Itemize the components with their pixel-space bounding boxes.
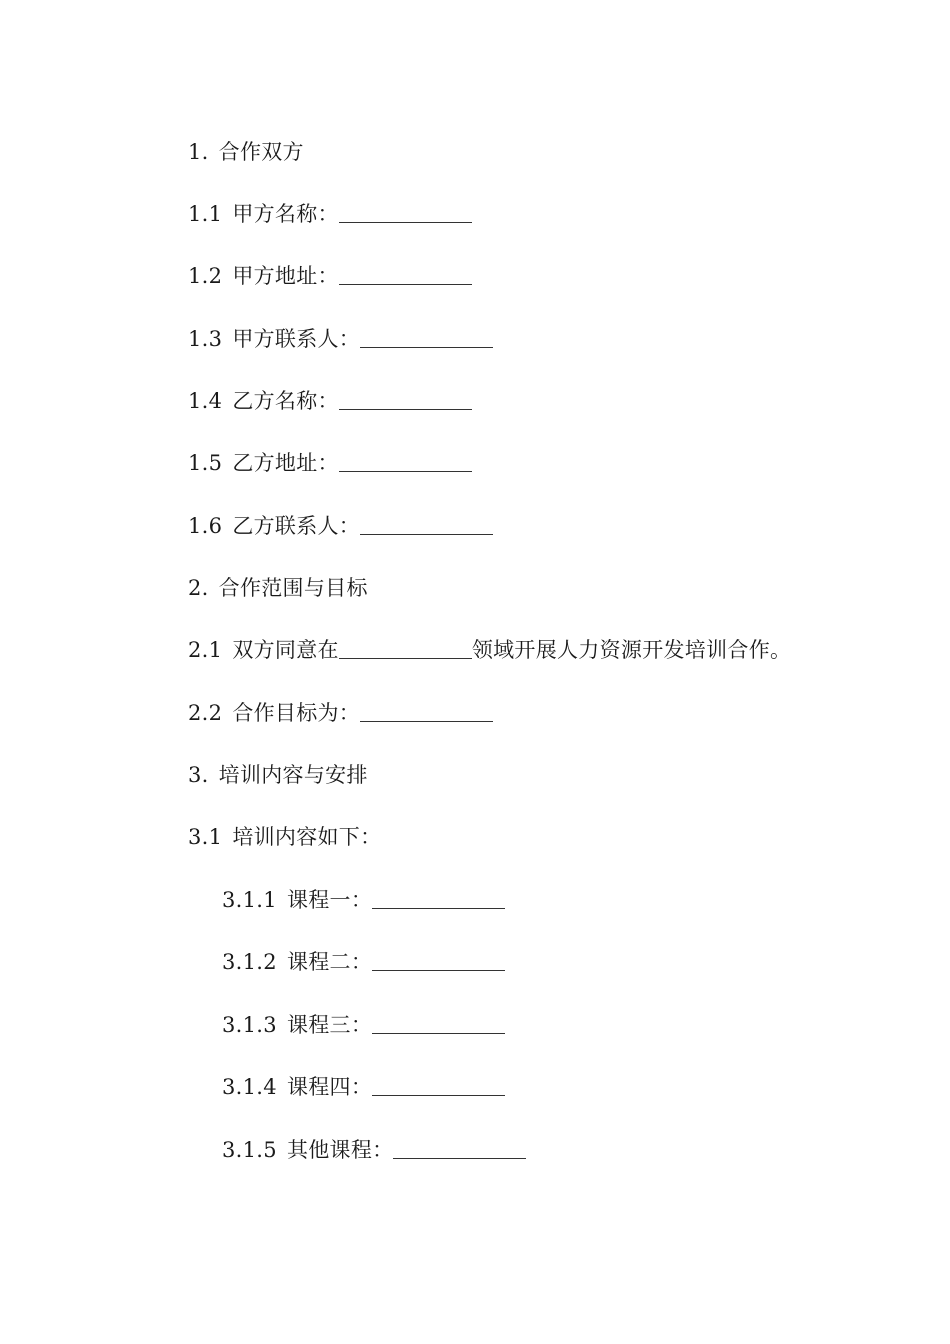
field-label: 课程一： <box>286 888 373 912</box>
party-a-address-blank[interactable] <box>339 264 472 285</box>
section-number: 2.2 <box>188 701 223 725</box>
field-label: 合作目标为： <box>232 701 361 725</box>
section-number: 3.1.4 <box>222 1075 277 1099</box>
course-2-blank[interactable] <box>372 950 505 971</box>
party-b-address-row <box>188 448 472 478</box>
course-1-blank[interactable] <box>372 888 505 909</box>
section-title: 合作双方 <box>218 140 304 164</box>
section-number: 3.1.3 <box>222 1013 277 1037</box>
paragraph-text: 培训内容如下： <box>232 825 382 849</box>
party-a-contact-blank[interactable] <box>360 327 493 348</box>
section-number: 1. <box>188 140 209 164</box>
other-courses-row <box>222 1135 526 1165</box>
cooperation-goal-row <box>188 698 493 728</box>
section-2-heading <box>188 573 368 603</box>
field-label: 乙方联系人： <box>232 514 361 538</box>
section-number: 1.5 <box>188 451 223 475</box>
section-number: 3.1 <box>188 825 223 849</box>
section-title: 合作范围与目标 <box>218 576 368 600</box>
section-number: 2.1 <box>188 638 223 662</box>
party-a-name-blank[interactable] <box>339 202 472 223</box>
cooperation-goal-blank[interactable] <box>360 701 493 722</box>
field-label: 甲方名称： <box>232 202 339 226</box>
section-number: 3.1.5 <box>222 1138 277 1162</box>
party-b-contact-blank[interactable] <box>360 514 493 535</box>
field-label: 甲方地址： <box>232 264 339 288</box>
section-number: 1.2 <box>188 264 223 288</box>
field-label: 课程二： <box>286 950 373 974</box>
section-number: 1.6 <box>188 514 223 538</box>
party-b-contact-row <box>188 511 493 541</box>
field-label: 甲方联系人： <box>232 327 361 351</box>
cooperation-field-row <box>188 635 791 665</box>
field-label: 课程三： <box>286 1013 373 1037</box>
course-4-blank[interactable] <box>372 1075 505 1096</box>
field-label: 乙方地址： <box>232 451 339 475</box>
section-1-heading <box>188 137 304 167</box>
section-number: 2. <box>188 576 209 600</box>
field-label: 乙方名称： <box>232 389 339 413</box>
section-number: 1.4 <box>188 389 223 413</box>
field-text-before: 双方同意在 <box>232 638 339 662</box>
cooperation-field-blank[interactable] <box>339 638 472 659</box>
section-number: 3.1.1 <box>222 888 277 912</box>
course-4-row <box>222 1072 505 1102</box>
other-courses-blank[interactable] <box>393 1138 526 1159</box>
field-text-after: 领域开展人力资源开发培训合作。 <box>471 638 792 662</box>
course-3-row <box>222 1010 505 1040</box>
training-content-intro <box>188 822 381 852</box>
section-number: 3.1.2 <box>222 950 277 974</box>
course-3-blank[interactable] <box>372 1013 505 1034</box>
section-number: 3. <box>188 763 209 787</box>
party-a-address-row <box>188 261 472 291</box>
party-b-name-row <box>188 386 472 416</box>
course-2-row <box>222 947 505 977</box>
party-a-name-row <box>188 199 472 229</box>
section-number: 1.1 <box>188 202 223 226</box>
course-1-row <box>222 885 505 915</box>
field-label: 课程四： <box>286 1075 373 1099</box>
party-b-address-blank[interactable] <box>339 451 472 472</box>
section-number: 1.3 <box>188 327 223 351</box>
party-b-name-blank[interactable] <box>339 389 472 410</box>
field-label: 其他课程： <box>286 1138 394 1162</box>
section-3-heading <box>188 760 368 790</box>
party-a-contact-row <box>188 324 493 354</box>
section-title: 培训内容与安排 <box>218 763 368 787</box>
